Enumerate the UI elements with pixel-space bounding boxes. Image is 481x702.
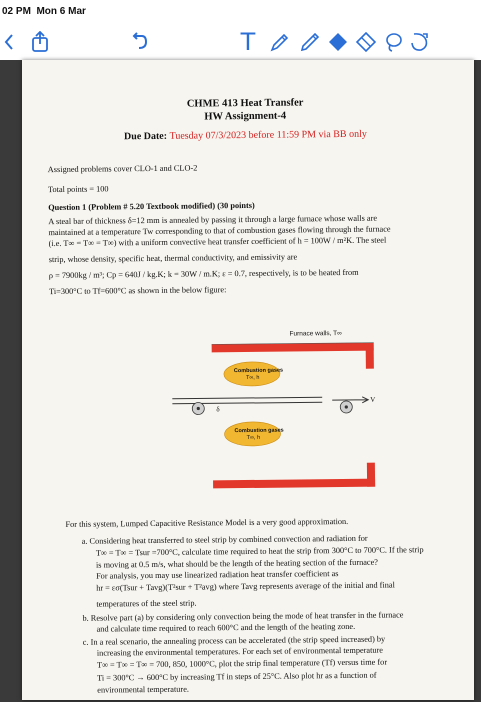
shapes-icon bbox=[409, 31, 431, 53]
thickness-label: δ bbox=[216, 405, 220, 414]
part-b-line: b. Resolve part (a) by considering only convection being the mode of heat transfer in the furnace bbox=[82, 610, 404, 623]
q1-line: maintained at a temperature Tw corresponding to that of combustion gases flowing through the furnace bbox=[48, 224, 391, 238]
status-bar bbox=[0, 0, 481, 24]
part-a-line: T∞ = T∞ = Tsur =700°C, calculate time required to heat the strip from 300°C to 700°C. If the strip bbox=[95, 545, 424, 558]
shapes-tool-button[interactable] bbox=[408, 30, 432, 54]
part-c-line: increasing the environmental temperatures. For each set of environmental temperature bbox=[96, 645, 384, 658]
clo-text: Assigned problems cover CLO-1 and CLO-2 bbox=[47, 163, 198, 175]
part-c-line: T∞ = T∞ = T∞ = 700, 850, 1000°C, plot the strip final temperature (Tf) versus time for bbox=[96, 657, 388, 670]
pencil-tool-button[interactable] bbox=[298, 30, 322, 54]
lasso-icon bbox=[383, 31, 405, 53]
undo-button[interactable] bbox=[128, 30, 152, 54]
annotation-toolbar bbox=[0, 24, 481, 60]
question-1-title: Question 1 (Problem # 5.20 Textbook modified) (30 points) bbox=[48, 200, 255, 213]
gas-label-top-sub: T∞, h bbox=[245, 374, 260, 382]
velocity-label: V bbox=[370, 395, 376, 404]
due-value: Tuesday 07/3/2023 before 11:59 PM via BB only bbox=[169, 128, 367, 142]
q1-line: A steal bar of thickness δ=12 mm is annealed by passing it through a large furnace whose walls are bbox=[48, 213, 378, 227]
pen-tool-button[interactable] bbox=[268, 30, 292, 54]
gas-label-bottom-sub: T∞, h bbox=[246, 434, 261, 442]
pencil-icon bbox=[299, 31, 321, 53]
eraser-tool-button[interactable] bbox=[354, 30, 378, 54]
part-a-line: a. Considering heat transferred to steel strip by combined convection and radiation for bbox=[81, 533, 368, 546]
back-button[interactable] bbox=[2, 30, 16, 54]
furnace-walls-label: Furnace walls, T∞ bbox=[289, 330, 342, 338]
total-points: Total points = 100 bbox=[47, 184, 109, 195]
undo-icon bbox=[130, 32, 150, 52]
q1-line: ρ = 7900kg / m³; Cp = 640J / kg.K; k = 30W / m.K; ε = 0.7, respectively, is to be heated from bbox=[48, 267, 359, 281]
lasso-tool-button[interactable] bbox=[382, 30, 406, 54]
q1-line: strip, whose density, specific heat, thermal conductivity, and emissivity are bbox=[48, 252, 298, 265]
part-c-line: Ti = 300°C → 600°C by increasing Tf in steps of 25°C. Also plot hr as a function of bbox=[97, 670, 377, 683]
text-tool-button[interactable] bbox=[236, 30, 260, 54]
assignment-title: HW Assignment-4 bbox=[204, 110, 287, 123]
highlighter-tool-button[interactable] bbox=[326, 30, 350, 54]
furnace-wall-side-top bbox=[366, 343, 374, 369]
share-icon bbox=[30, 31, 50, 53]
due-label: Due Date: bbox=[123, 130, 168, 143]
status-date: Mon 6 Mar bbox=[36, 6, 86, 17]
part-a-formula: hr = εσ(Tsur + Tavg)(T²sur + T²avg) where Tavg represents average of the initial and final bbox=[96, 580, 395, 593]
chevron-left-icon bbox=[4, 34, 14, 50]
q1-line: Ti=300°C to Tf=600°C as shown in the below figure: bbox=[49, 285, 227, 297]
pen-icon bbox=[269, 31, 291, 53]
furnace-wall-bottom bbox=[213, 479, 375, 489]
gas-label-bottom: Combustion gases bbox=[234, 427, 284, 435]
eraser-icon bbox=[355, 31, 377, 53]
furnace-wall-side-bottom bbox=[367, 463, 375, 487]
part-c-line: environmental temperature. bbox=[97, 684, 189, 695]
course-title: CHME 413 Heat Transfer bbox=[186, 97, 304, 110]
text-tool-label: T bbox=[240, 28, 256, 56]
part-a-line: temperatures of the steel strip. bbox=[96, 598, 197, 609]
part-a-line: For analysis, you may use linearized radiation heat transfer coefficient as bbox=[95, 569, 339, 581]
furnace-diagram bbox=[171, 321, 383, 508]
share-button[interactable] bbox=[28, 30, 52, 54]
due-date bbox=[19, 128, 471, 144]
status-time: 02 PM Mon 6 Mar bbox=[2, 6, 86, 17]
part-a-line: is moving at 0.5 m/s, what should be the length of the heating section of the furnace? bbox=[95, 557, 378, 570]
part-c-line: c. In a real scenario, the annealing process can be accelerated (the strip speed increased) by bbox=[82, 634, 386, 647]
model-intro: For this system, Lumped Capacitive Resistance Model is a very good approximation. bbox=[65, 516, 349, 529]
furnace-figure bbox=[171, 321, 383, 508]
part-b-line: and calculate time required to reach 600°C and the length of the heating zone. bbox=[96, 621, 356, 634]
highlighter-icon bbox=[327, 31, 349, 53]
gas-label-top: Combustion gases bbox=[233, 367, 284, 375]
document-page bbox=[22, 60, 474, 700]
q1-line: (i.e. T∞ = T∞ = T∞) with a uniform convective heat transfer coefficient of h = 100W / m²K. The steel bbox=[48, 235, 387, 249]
